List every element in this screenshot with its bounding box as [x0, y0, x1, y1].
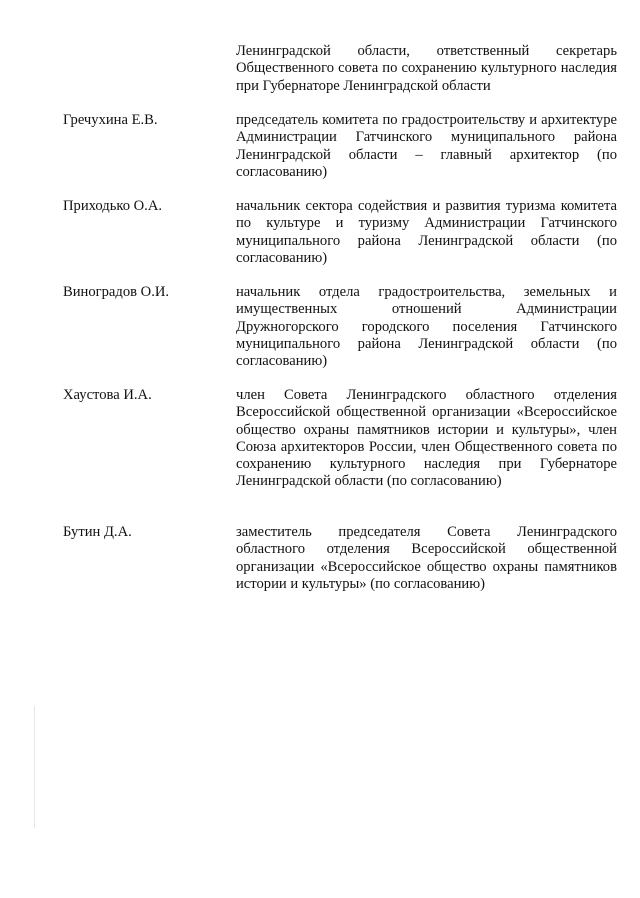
member-name: Приходько О.А.	[63, 198, 163, 214]
scan-edge-mark	[34, 706, 35, 828]
member-role: член Совета Ленинградского областного отделения Всероссийской общественной организации «Всероссийское общество охраны памятников истории и культуры», член Союза архитекторов России, член Общественного совета по сохранению культурного наследия при Губернаторе Ленинградской области (по согласованию)	[236, 387, 617, 490]
member-name: Бутин Д.А.	[63, 524, 132, 540]
member-name: Виноградов О.И.	[63, 284, 170, 300]
member-role: начальник сектора содействия и развития туризма комитета по культуре и туризму Администрации Гатчинского муниципального района Ленинградской области (по согласованию)	[236, 198, 617, 266]
member-role: председатель комитета по градостроительству и архитектуре Администрации Гатчинского муниципального района Ленинградской области – главный архитектор (по согласованию)	[236, 112, 617, 180]
member-role: начальник отдела градостроительства, земельных и имущественных отношений Администрации Дружногорского городского поселения Гатчинского муниципального района Ленинградской области (по согласованию)	[236, 284, 617, 370]
member-name: Гречухина Е.В.	[63, 112, 158, 128]
intro-continuation-text: Ленинградской области, ответственный секретарь Общественного совета по сохранению культурного наследия при Губернаторе Ленинградской области	[236, 43, 617, 94]
member-role: заместитель председателя Совета Ленинградского областного отделения Всероссийской общественной организации «Всероссийское общество охраны памятников истории и культуры» (по согласованию)	[236, 524, 617, 592]
member-name: Хаустова И.А.	[63, 387, 152, 403]
